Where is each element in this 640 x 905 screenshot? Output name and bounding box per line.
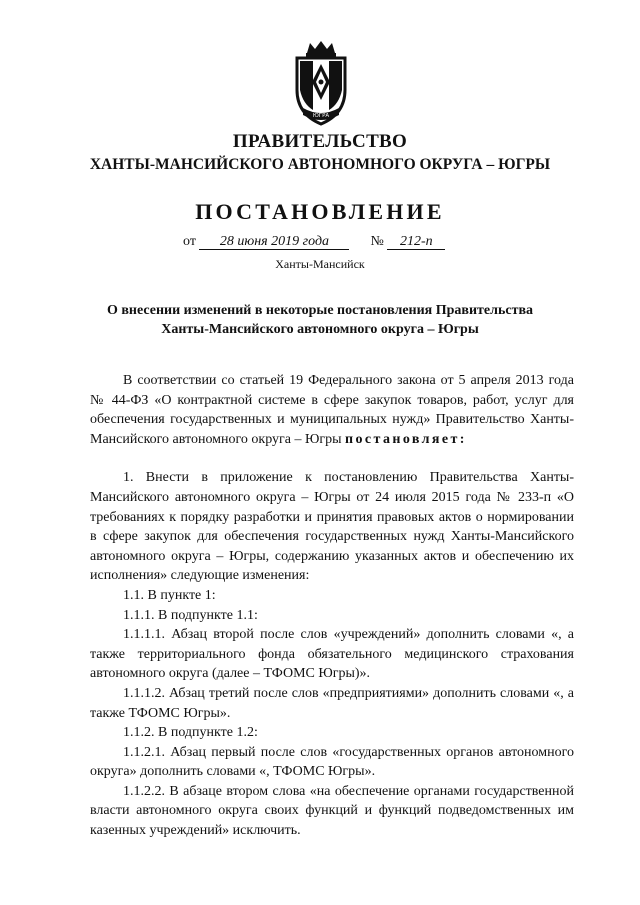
paragraph-1-1-1-1: 1.1.1.1. Абзац второй после слов «учреждений» дополнить словами «, а также территориального фонда обязательного медицинского страхования автономного округа (далее – ТФОМС Югры)». bbox=[90, 627, 574, 682]
paragraph-1-1-2-2: 1.1.2.2. В абзаце втором слова «на обеспечение органами государственной власти автономного округа своих функций и функций подведомственных им казенных учреждений» исключить. bbox=[90, 783, 574, 839]
preamble-text: В соответствии со статьей 19 Федерального закона от 5 апреля 2013 года № 44-ФЗ «О контрактной системе в сфере закупок товаров, работ, услуг для обеспечения государственных и муниципальных нужд» Правительство Ханты-Мансийского автономного округа – Югры bbox=[90, 373, 574, 447]
paragraph-1-1-1: 1.1.1. В подпункте 1.1: bbox=[123, 607, 258, 623]
document-subject bbox=[90, 301, 550, 339]
government-title: ПРАВИТЕЛЬСТВО bbox=[232, 131, 408, 152]
document-date: 28 июня 2019 года bbox=[199, 234, 349, 250]
subject-line-2: Ханты-Мансийского автономного округа – Югры bbox=[161, 322, 479, 337]
document-type: ПОСТАНОВЛЕНИЕ bbox=[195, 199, 445, 224]
paragraph-1-1: 1.1. В пункте 1: bbox=[123, 587, 216, 603]
document-body bbox=[90, 371, 574, 841]
emblem-ribbon-text: ЮГРА bbox=[312, 113, 330, 119]
document-number: 212-п bbox=[387, 234, 445, 250]
paragraph-1: 1. Внести в приложение к постановлению Правительства Ханты-Мансийского автономного округа – Югры от 24 июля 2015 года № 233-п «О требованиях к порядку разработки и принятия правовых актов о нормировании в сфере закупок для обеспечения государственных нужд Ханты-Мансийского автономного округа – Югры, содержанию указанных актов и обеспечению их исполнения» следующие изменения: bbox=[90, 470, 574, 584]
paragraph-1-1-1-2: 1.1.1.2. Абзац третий после слов «предприятиями» дополнить словами «, а также ТФОМС Югры». bbox=[90, 685, 574, 721]
number-prefix: № bbox=[370, 234, 384, 249]
subject-line-1: О внесении изменений в некоторые постановления Правительства bbox=[106, 303, 534, 318]
resolves-word: постановляет: bbox=[345, 431, 467, 447]
preamble-paragraph bbox=[90, 371, 574, 449]
paragraph-1-1-2: 1.1.2. В подпункте 1.2: bbox=[123, 725, 258, 741]
city-name: Ханты-Мансийск bbox=[275, 257, 365, 271]
date-line bbox=[183, 234, 445, 250]
paragraph-1-1-2-1: 1.1.2.1. Абзац первый после слов «государственных органов автономного округа» дополнить словами «, ТФОМС Югры». bbox=[90, 744, 574, 780]
region-title: ХАНТЫ-МАНСИЙСКОГО АВТОНОМНОГО ОКРУГА – ЮГРЫ bbox=[89, 156, 551, 173]
date-prefix: от bbox=[183, 234, 196, 249]
khmao-coat-of-arms-icon bbox=[283, 38, 359, 128]
